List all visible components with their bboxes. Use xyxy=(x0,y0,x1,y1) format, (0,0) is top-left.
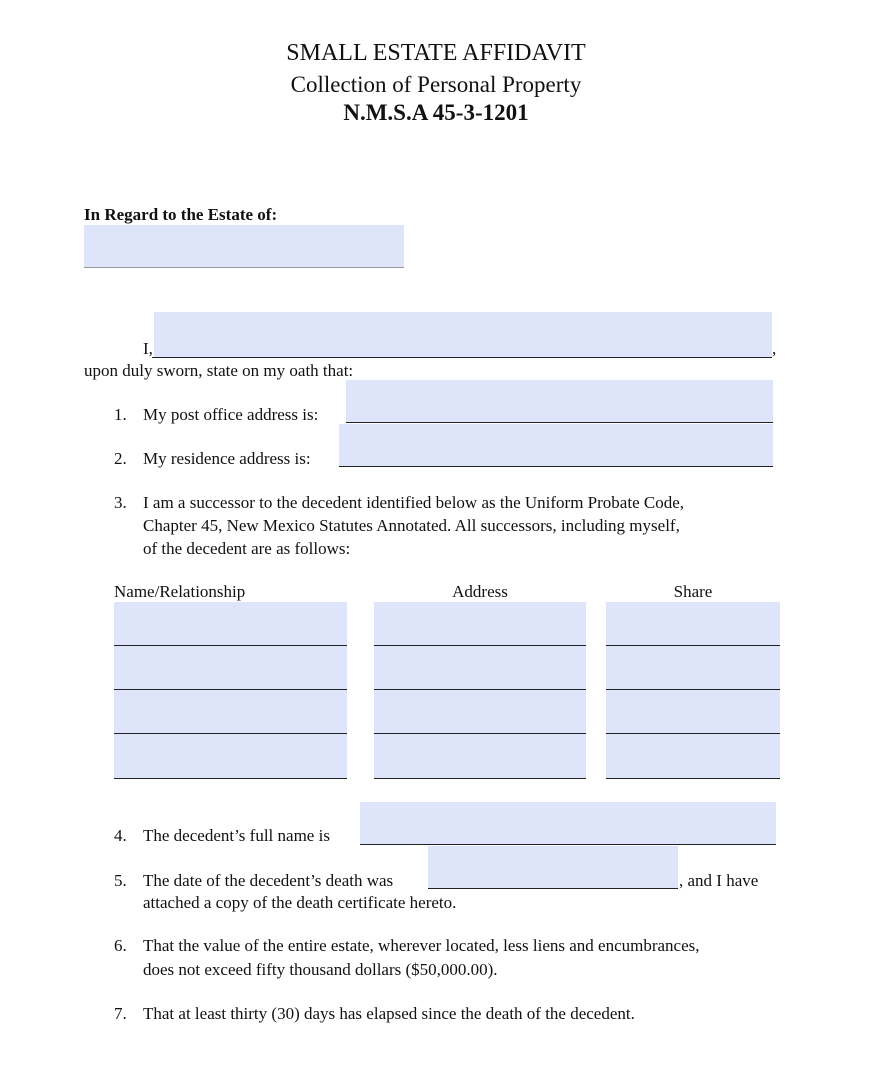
successor-4-name-field[interactable] xyxy=(114,734,347,779)
successor-3-name-field[interactable] xyxy=(114,690,347,734)
statute-reference: N.M.S.A 45-3-1201 xyxy=(343,100,529,125)
column-header-share: Share xyxy=(673,582,713,601)
decedent-full-name-field[interactable] xyxy=(360,802,776,845)
affiant-name-field[interactable] xyxy=(154,312,772,357)
item-5-number: 5. xyxy=(114,871,127,890)
successor-4-address-field[interactable] xyxy=(374,734,586,779)
successor-2-address-field[interactable] xyxy=(374,646,586,690)
column-header-name: Name/Relationship xyxy=(114,582,246,601)
item-1-label: My post office address is: xyxy=(143,405,319,424)
item-5-line-2: attached a copy of the death certificate hereto. xyxy=(143,893,457,912)
item-3-line-1: I am a successor to the decedent identified below as the Uniform Probate Code, xyxy=(143,493,684,512)
item-2-number: 2. xyxy=(114,449,127,468)
item-6-number: 6. xyxy=(114,936,127,955)
successor-3-address-field[interactable] xyxy=(374,690,586,734)
item-1-number: 1. xyxy=(114,405,127,424)
item-3-line-2: Chapter 45, New Mexico Statutes Annotated. All successors, including myself, xyxy=(143,516,680,535)
successor-1-name-field[interactable] xyxy=(114,602,347,646)
affiant-suffix: , xyxy=(772,339,777,358)
item-4-label: The decedent’s full name is xyxy=(143,826,330,845)
item-6-line-1: That the value of the entire estate, wherever located, less liens and encumbrances, xyxy=(143,936,700,955)
column-header-address: Address xyxy=(452,582,508,601)
item-4-number: 4. xyxy=(114,826,127,845)
item-2-label: My residence address is: xyxy=(143,449,311,468)
affiant-prefix: I, xyxy=(143,339,153,358)
successor-1-share-field[interactable] xyxy=(606,602,780,646)
document-title: SMALL ESTATE AFFIDAVIT xyxy=(286,40,586,66)
item-7-line-1: That at least thirty (30) days has elapsed since the death of the decedent. xyxy=(143,1004,635,1023)
successor-3-share-field[interactable] xyxy=(606,690,780,734)
item-3-line-3: of the decedent are as follows: xyxy=(143,539,351,558)
item-5-label: The date of the decedent’s death was xyxy=(143,871,394,890)
post-office-address-field[interactable] xyxy=(346,380,773,423)
successor-1-address-field[interactable] xyxy=(374,602,586,646)
estate-label: In Regard to the Estate of: xyxy=(84,205,278,224)
document-subtitle: Collection of Personal Property xyxy=(290,72,582,97)
successor-2-share-field[interactable] xyxy=(606,646,780,690)
item-5-after-text: , and I have xyxy=(679,871,759,890)
date-of-death-field[interactable] xyxy=(428,846,678,889)
estate-name-field[interactable] xyxy=(84,225,404,268)
residence-address-field[interactable] xyxy=(339,424,773,467)
successor-4-share-field[interactable] xyxy=(606,734,780,779)
item-3-number: 3. xyxy=(114,493,127,512)
item-6-line-2: does not exceed fifty thousand dollars ($50,000.00). xyxy=(143,960,498,979)
item-7-number: 7. xyxy=(114,1004,127,1023)
affiant-name-underline xyxy=(152,357,772,358)
oath-statement: upon duly sworn, state on my oath that: xyxy=(84,361,354,380)
successor-2-name-field[interactable] xyxy=(114,646,347,690)
